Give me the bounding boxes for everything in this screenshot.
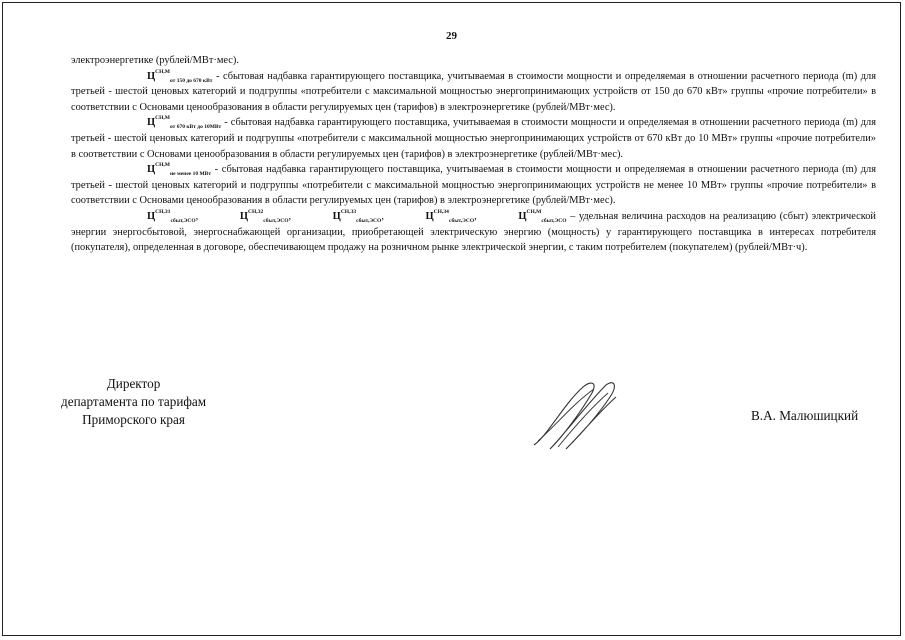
paragraph-text: - сбытовая надбавка гарантирующего поставщика, учитываемая в стоимости мощности и определяемая в отношении расчетного периода (m) для третьей - шестой ценовых категорий и подгруппы «потребители с максимальной мощностью энергопринимающих устройств от 150 до 670 кВт» группы «прочие потребители» в соответствии с Основами ценообразования в области регулируемых цен (тарифов) в электроэнергетике (рублей/МВт·мес). [71,70,876,113]
paragraph-150-670 [71,69,876,116]
document-page [2,2,901,636]
signature-title-block [61,375,206,429]
paragraph-10mw [71,162,876,209]
formula-symbol: $Ц^{СН,З3}_{сбыт,ЭСО}$ [332,208,382,224]
page-number: 29 [446,30,457,42]
formula-symbol: $Ц^{СН,З1}_{сбыт,ЭСО}$ [147,208,196,224]
signer-name: В.А. Малюшицкий [751,408,859,423]
formula-symbol: $Ц^{СН,М}_{не менее 10 МВт}$ [147,162,212,178]
signer-position: Директор [106,376,161,391]
formula-symbol: $Ц^{СН,М}_{от 150 до 670 кВт}$ [147,68,213,84]
paragraph-text: - сбытовая надбавка гарантирующего поставщика, учитываемая в стоимости мощности и определяемая в отношении расчетного периода (m) для третьей - шестой ценовых категорий и подгруппы «потребители с максимальной мощностью энергопринимающих устройств от 670 кВт до 10 МВт» группы «прочие потребители» в соответствии с Основами ценообразования в области регулируемых цен (тарифов) в электроэнергетике (рублей/МВт·мес). [71,117,876,160]
formula-symbol: $Ц^{СН,М}_{от 670 кВт до 10МВт}$ [147,115,222,131]
paragraph-text: - сбытовая надбавка гарантирующего поставщика, учитываемая в стоимости мощности и определяемая в отношении расчетного периода (m) для третьей - шестой ценовых категорий и подгруппы «потребители с максимальной мощностью энергопринимающих устройств не менее 10 МВт» группы «прочие потребители» в соответствии с Основами ценообразования в области регулируемых цен (тарифов) в электроэнергетике (рублей/МВт·мес). [71,164,876,207]
paragraph-continuation: электроэнергетике (рублей/МВт·мес). [71,55,239,66]
signer-department: департамента по тарифам [61,394,207,409]
paragraph-text: – удельная величина расходов на реализацию (сбыт) электрической энергии энергосбытовой, энергоснабжающей организации, приобретающей электрическую энергию (мощность) у гарантирующего поставщика в интересах потребителя (покупателя), определенная в договоре, обеспечивающем продажу на розничном рынке электрической энергии, с таким потребителем (покупателем) (рублей/МВт·ч). [71,210,876,254]
formula-symbol: $Ц^{СН,З4}_{сбыт,ЭСО}$ [425,208,475,224]
formula-symbol: $Ц^{СН,З2}_{сбыт,ЭСО}$ [239,208,289,224]
paragraph-670-10 [71,115,876,162]
document-body [71,53,876,256]
handwritten-signature [528,375,623,455]
formula-symbol: $Ц^{СН,М}_{сбыт,ЭСО}$ [518,208,567,224]
paragraph-sbyt-eso: $Ц^{СН,З1}_{сбыт,ЭСО}$, $Ц^{СН,З2}_{сбыт,ЭСО}$, $Ц^{СН,З3}_{сбыт,ЭСО}$, $Ц^{СН,З4}_{сбыт,ЭСО}$, $Ц^{СН,М}_{сбыт,ЭСО}$ – удельная величина расходов на реализацию (сбыт) электрической энергии энергосбытовой, энергоснабжающей организации, приобретающей электрическую энергию (мощность) у гарантирующего поставщика в интересах потребителя (покупателя), определенная в договоре, обеспечивающем продажу на розничном рынке электрической энергии, с таким потребителем (покупателем) (рублей/МВт·ч). [71,208,876,254]
signer-region: Приморского края [82,412,185,427]
